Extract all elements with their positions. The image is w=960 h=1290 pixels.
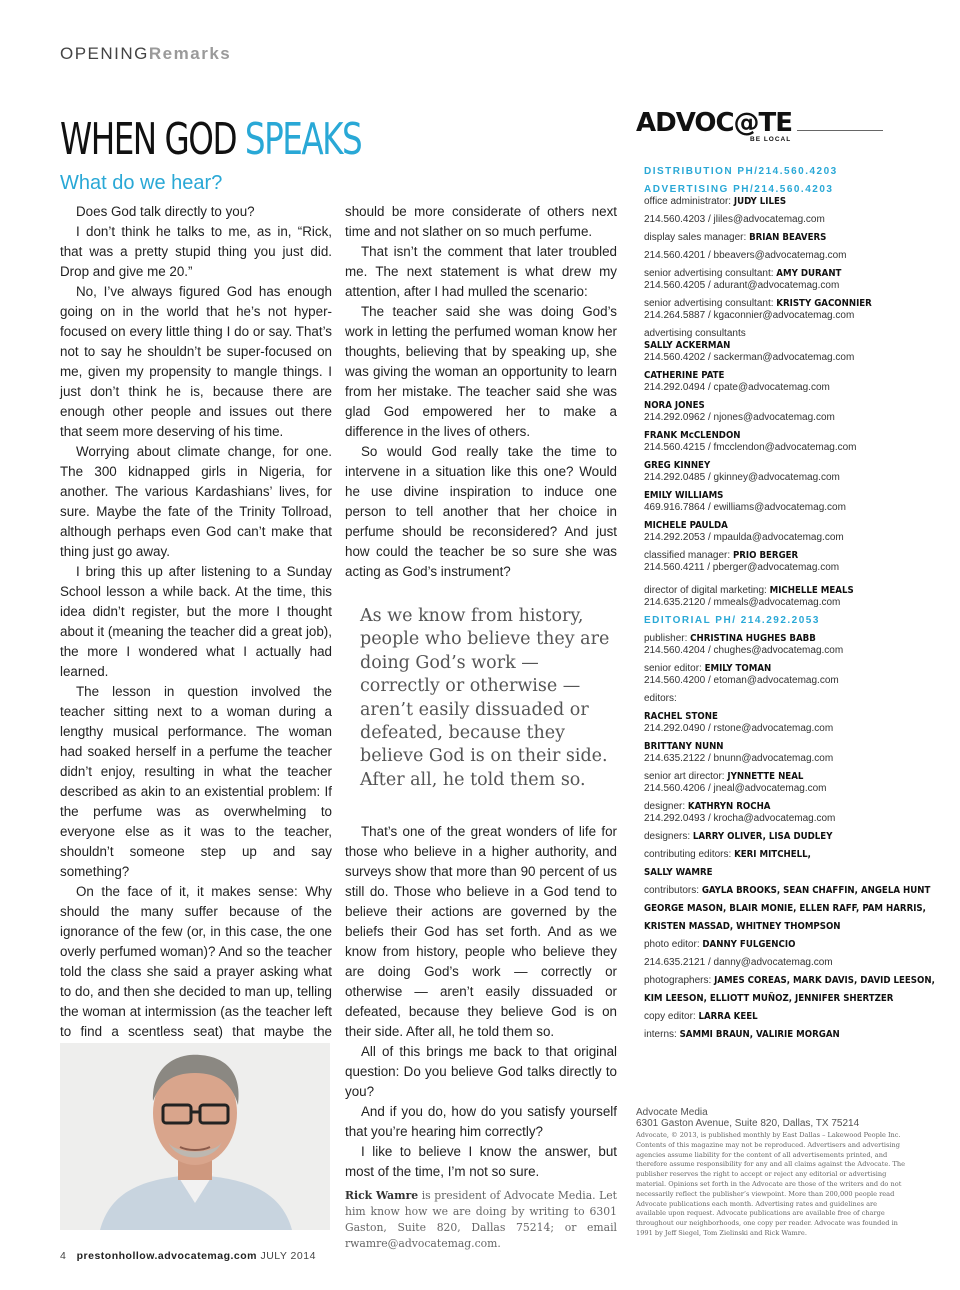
display-sales-contact: 214.560.4201 / bbeavers@advocatemag.com [644, 250, 847, 261]
bio-name: Rick Wamre [345, 1189, 419, 1202]
designer-contact: 214.292.0493 / krocha@advocatemag.com [644, 813, 836, 824]
editor-contact: 214.292.0490 / rstone@advocatemag.com [644, 723, 834, 734]
designer: designer: KATHRYN ROCHA [644, 801, 771, 812]
footer-url[interactable]: prestonhollow.advocatemag.com [76, 1250, 258, 1262]
company-address: 6301 Gaston Avenue, Suite 820, Dallas, TX 75214 [636, 1118, 860, 1129]
paragraph: The lesson in question involved the teacher sitting next to a woman during a lengthy musical performance. The woman had soaked herself in a perfume the teacher didn’t enjoy, resulting in what the teacher described as akin to an existential problem: If the perfume was as overwhelming to everyone else as it was to the teacher, shouldn’t someone step up and say something? [60, 684, 332, 879]
contributors-cont: GEORGE MASON, BLAIR MONIE, ELLEN RAFF, PAM HARRIS, [644, 903, 926, 914]
digital-director: director of digital marketing: MICHELLE MEALS [644, 585, 854, 596]
art-director-contact: 214.560.4206 / jneal@advocatemag.com [644, 783, 827, 794]
sr-consultant-2: senior advertising consultant: KRISTY GACONNIER [644, 298, 872, 309]
contributors-cont: KRISTEN MASSAD, WHITNEY THOMPSON [644, 921, 841, 932]
sr-consultant-1: senior advertising consultant: AMY DURANT [644, 268, 842, 279]
consultant-name: CATHERINE PATE [644, 370, 725, 381]
senior-editor-contact: 214.560.4200 / etoman@advocatemag.com [644, 675, 839, 686]
interns: interns: SAMMI BRAUN, VALIRIE MORGAN [644, 1029, 840, 1040]
paragraph: That’s one of the great wonders of life for those who believe in a higher authority, and surveys show that more than 90 percent of us still do. Those who believe in a God tend to believe their actions are governed by the beliefs their God has set forth. And as we know from history, people who believe they are doing God’s work — correctly or otherwise — aren’t easily dissuaded or defeated, because they believe God is on their side. After all, he told them so. [345, 824, 617, 1039]
editor-name: RACHEL STONE [644, 711, 718, 722]
paragraph: So would God really take the time to intervene in a situation like this one? Would he use divine inspiration to induce one person to tell another that her choice in perfume should be reconsidered? And just how could the teacher be so sure she was acting as God’s instrument? [345, 444, 617, 579]
author-portrait-image [60, 1043, 330, 1230]
senior-editor: senior editor: EMILY TOMAN [644, 663, 772, 674]
editor-name: BRITTANY NUNN [644, 741, 724, 752]
consultant-name: GREG KINNEY [644, 460, 711, 471]
consultant-contact: 214.292.2053 / mpaulda@advocatemag.com [644, 532, 844, 543]
contributing-editors-cont: SALLY WAMRE [644, 867, 713, 878]
display-sales: display sales manager: BRIAN BEAVERS [644, 232, 827, 243]
publisher-info [636, 1107, 908, 1239]
paragraph: The teacher said she was doing God’s work in letting the perfumed woman know her thoughts, believing that by speaking up, she was giving the woman an opportunity to learn from her mistake. The teacher said she was glad God empowered her to make a difference in the lives of others. [345, 304, 617, 439]
art-director: senior art director: JYNNETTE NEAL [644, 771, 804, 782]
paragraph: Does God talk directly to you? [76, 204, 255, 219]
section-header [60, 44, 231, 64]
sr-consultant-1-contact: 214.560.4205 / adurant@advocatemag.com [644, 280, 840, 291]
publisher: publisher: CHRISTINA HUGHES BABB [644, 633, 816, 644]
logo-tagline: BE LOCAL [750, 136, 792, 143]
designers: designers: LARRY OLIVER, LISA DUDLEY [644, 831, 833, 842]
classified-manager-contact: 214.560.4211 / pberger@advocatemag.com [644, 562, 840, 573]
contributing-editors: contributing editors: KERI MITCHELL, [644, 849, 811, 860]
consultant-contact: 214.560.4215 / fmcclendon@advocatemag.com [644, 442, 857, 453]
paragraph: should be more considerate of others next time and not slather on so much perfume. [345, 204, 617, 239]
advocate-logo [636, 108, 796, 144]
distribution-phone: DISTRIBUTION PH/214.560.4203 [644, 166, 838, 177]
consultant-name: FRANK McCLENDON [644, 430, 741, 441]
consultant-contact: 214.292.0962 / njones@advocatemag.com [644, 412, 835, 423]
legal-fine-print: Advocate, © 2013, is published monthly by East Dallas – Lakewood People Inc. Contents of this magazine may not be reproduced. Advertisers and advertising agencies assume liability for the content of all advertisements printed, and therefore assume responsibility for any and all claims against the Advocate. The publisher reserves the right to accept or reject any editorial or advertising material. Opinions set forth in the Advocate are those of the writers and do not necessarily reflect the publisher’s viewpoint. More than 200,000 people read Advocate publications each month. Advertising rates and guidelines are available upon request. Advocate publications are available free of charge throughout our neighborhoods, one copy per reader. Advocate was founded in 1991 by Jeff Siegel, Tom Zielinski and Rick Wamre. [636, 1131, 906, 1237]
consultant-contact: 214.292.0485 / gkinney@advocatemag.com [644, 472, 840, 483]
editorial-phone: EDITORIAL PH/ 214.292.2053 [644, 615, 820, 626]
section-header-part1: OPENING [60, 44, 149, 63]
advertising-phone: ADVERTISING PH/214.560.4203 [644, 184, 834, 195]
section-header-part2: Remarks [148, 44, 232, 63]
paragraph: No, I’ve always figured God has enough going on in the world that he’s not hyper-focused on every little thing I do or say. That’s not to say he shouldn’t be super-focused on me, given my propensity to mangle things. I just don’t think he is, because there are enough other people and issues out there that seem more deserving of his time. [60, 284, 332, 439]
author-bio [345, 1188, 617, 1252]
consultant-contact: 214.292.0494 / cpate@advocatemag.com [644, 382, 830, 393]
office-admin-contact: 214.560.4203 / jliles@advocatemag.com [644, 214, 825, 225]
author-photo [60, 1043, 330, 1230]
office-admin: office administrator: JUDY LILES [644, 196, 787, 207]
body-column-2 [345, 202, 617, 582]
bio-text: is president of Advocate Media. Let him know how we are doing by writing to 6301 Gaston, Suite 820, Dallas 75214; or email rwamre@advocatemag.com. [345, 1189, 617, 1250]
consultants-label: advertising consultants [644, 328, 746, 339]
paragraph: On the face of it, it makes sense: Why should the many suffer because of the ignorance of the few (or, in this case, the one overly perfumed woman)? And so the teacher told the class she said a prayer asking what to do, and then she decided to man up, telling the woman at intermission (as the teacher left to find a scentless seat) that maybe the [60, 884, 332, 1039]
body-column-3 [345, 822, 617, 1182]
paragraph: All of this brings me back to that original question: Do you believe God talks directly to you? [345, 1044, 617, 1099]
logo-wordmark: ADVOC@TE [636, 108, 793, 138]
footer-issue: JULY 2014 [260, 1250, 316, 1262]
body-column-1 [60, 202, 332, 1062]
article-title [60, 112, 361, 168]
photo-editor: photo editor: DANNY FULGENCIO [644, 939, 796, 950]
paragraph: I don’t think he talks to me, as in, “Rick, that was a pretty stupid thing you just did. Drop and give me 20.” [60, 224, 332, 279]
consultant-name: NORA JONES [644, 400, 705, 411]
paragraph: That isn’t the comment that later troubled me. The next statement is what drew my attention, after I had mulled the scenario: [345, 244, 617, 299]
title-part2: SPEAKS [244, 114, 362, 165]
paragraph: And if you do, how do you satisfy yourself that you’re hearing him correctly? [345, 1104, 617, 1139]
page-footer [60, 1250, 316, 1262]
paragraph: I like to believe I know the answer, but most of the time, I’m not so sure. [345, 1144, 617, 1179]
consultant-contact: 469.916.7864 / ewilliams@advocatemag.com [644, 502, 846, 513]
consultant-name: EMILY WILLIAMS [644, 490, 724, 501]
digital-director-contact: 214.635.2120 / mmeals@advocatemag.com [644, 597, 841, 608]
sr-consultant-2-contact: 214.264.5887 / kgaconnier@advocatemag.com [644, 310, 855, 321]
contributors: contributors: GAYLA BROOKS, SEAN CHAFFIN, ANGELA HUNT [644, 885, 931, 896]
consultant-contact: 214.560.4202 / sackerman@advocatemag.com [644, 352, 855, 363]
publisher-contact: 214.560.4204 / chughes@advocatemag.com [644, 645, 844, 656]
photographers: photographers: JAMES COREAS, MARK DAVIS, DAVID LEESON, [644, 975, 935, 986]
page-number: 4 [60, 1250, 67, 1262]
consultant-name: SALLY ACKERMAN [644, 340, 731, 351]
editor-contact: 214.635.2122 / bnunn@advocatemag.com [644, 753, 834, 764]
company-name: Advocate Media [636, 1107, 708, 1118]
paragraph: Worrying about climate change, for one. The 300 kidnapped girls in Nigeria, for another. The various Kardashians’ lives, for sure. Maybe the fate of the Trinity Tollroad, although perhaps even God can’t make that thing just go away. [60, 444, 332, 559]
editors-label: editors: [644, 693, 677, 704]
masthead [644, 166, 935, 1041]
copy-editor: copy editor: LARRA KEEL [644, 1011, 758, 1022]
paragraph: I bring this up after listening to a Sunday School lesson a while back. At the time, this idea didn’t register, but the more I thought about it (meaning the teacher did a great job), the more I wondered what I actually had learned. [60, 564, 332, 679]
logo-divider [797, 130, 883, 131]
article-subtitle: What do we hear? [60, 172, 223, 194]
photo-editor-contact: 214.635.2121 / danny@advocatemag.com [644, 957, 833, 968]
consultant-name: MICHELE PAULDA [644, 520, 728, 531]
classified-manager: classified manager: PRIO BERGER [644, 550, 799, 561]
pull-quote: As we know from history, people who believe they are doing God’s work — correctly or otherwise — aren’t easily dissuaded or defeated, because they believe God is on their side. After all, he told them so. [360, 606, 610, 790]
title-part1: WHEN GOD [60, 114, 245, 165]
photographers-cont: KIM LEESON, ELLIOTT MUÑOZ, JENNIFER SHERTZER [644, 993, 894, 1004]
